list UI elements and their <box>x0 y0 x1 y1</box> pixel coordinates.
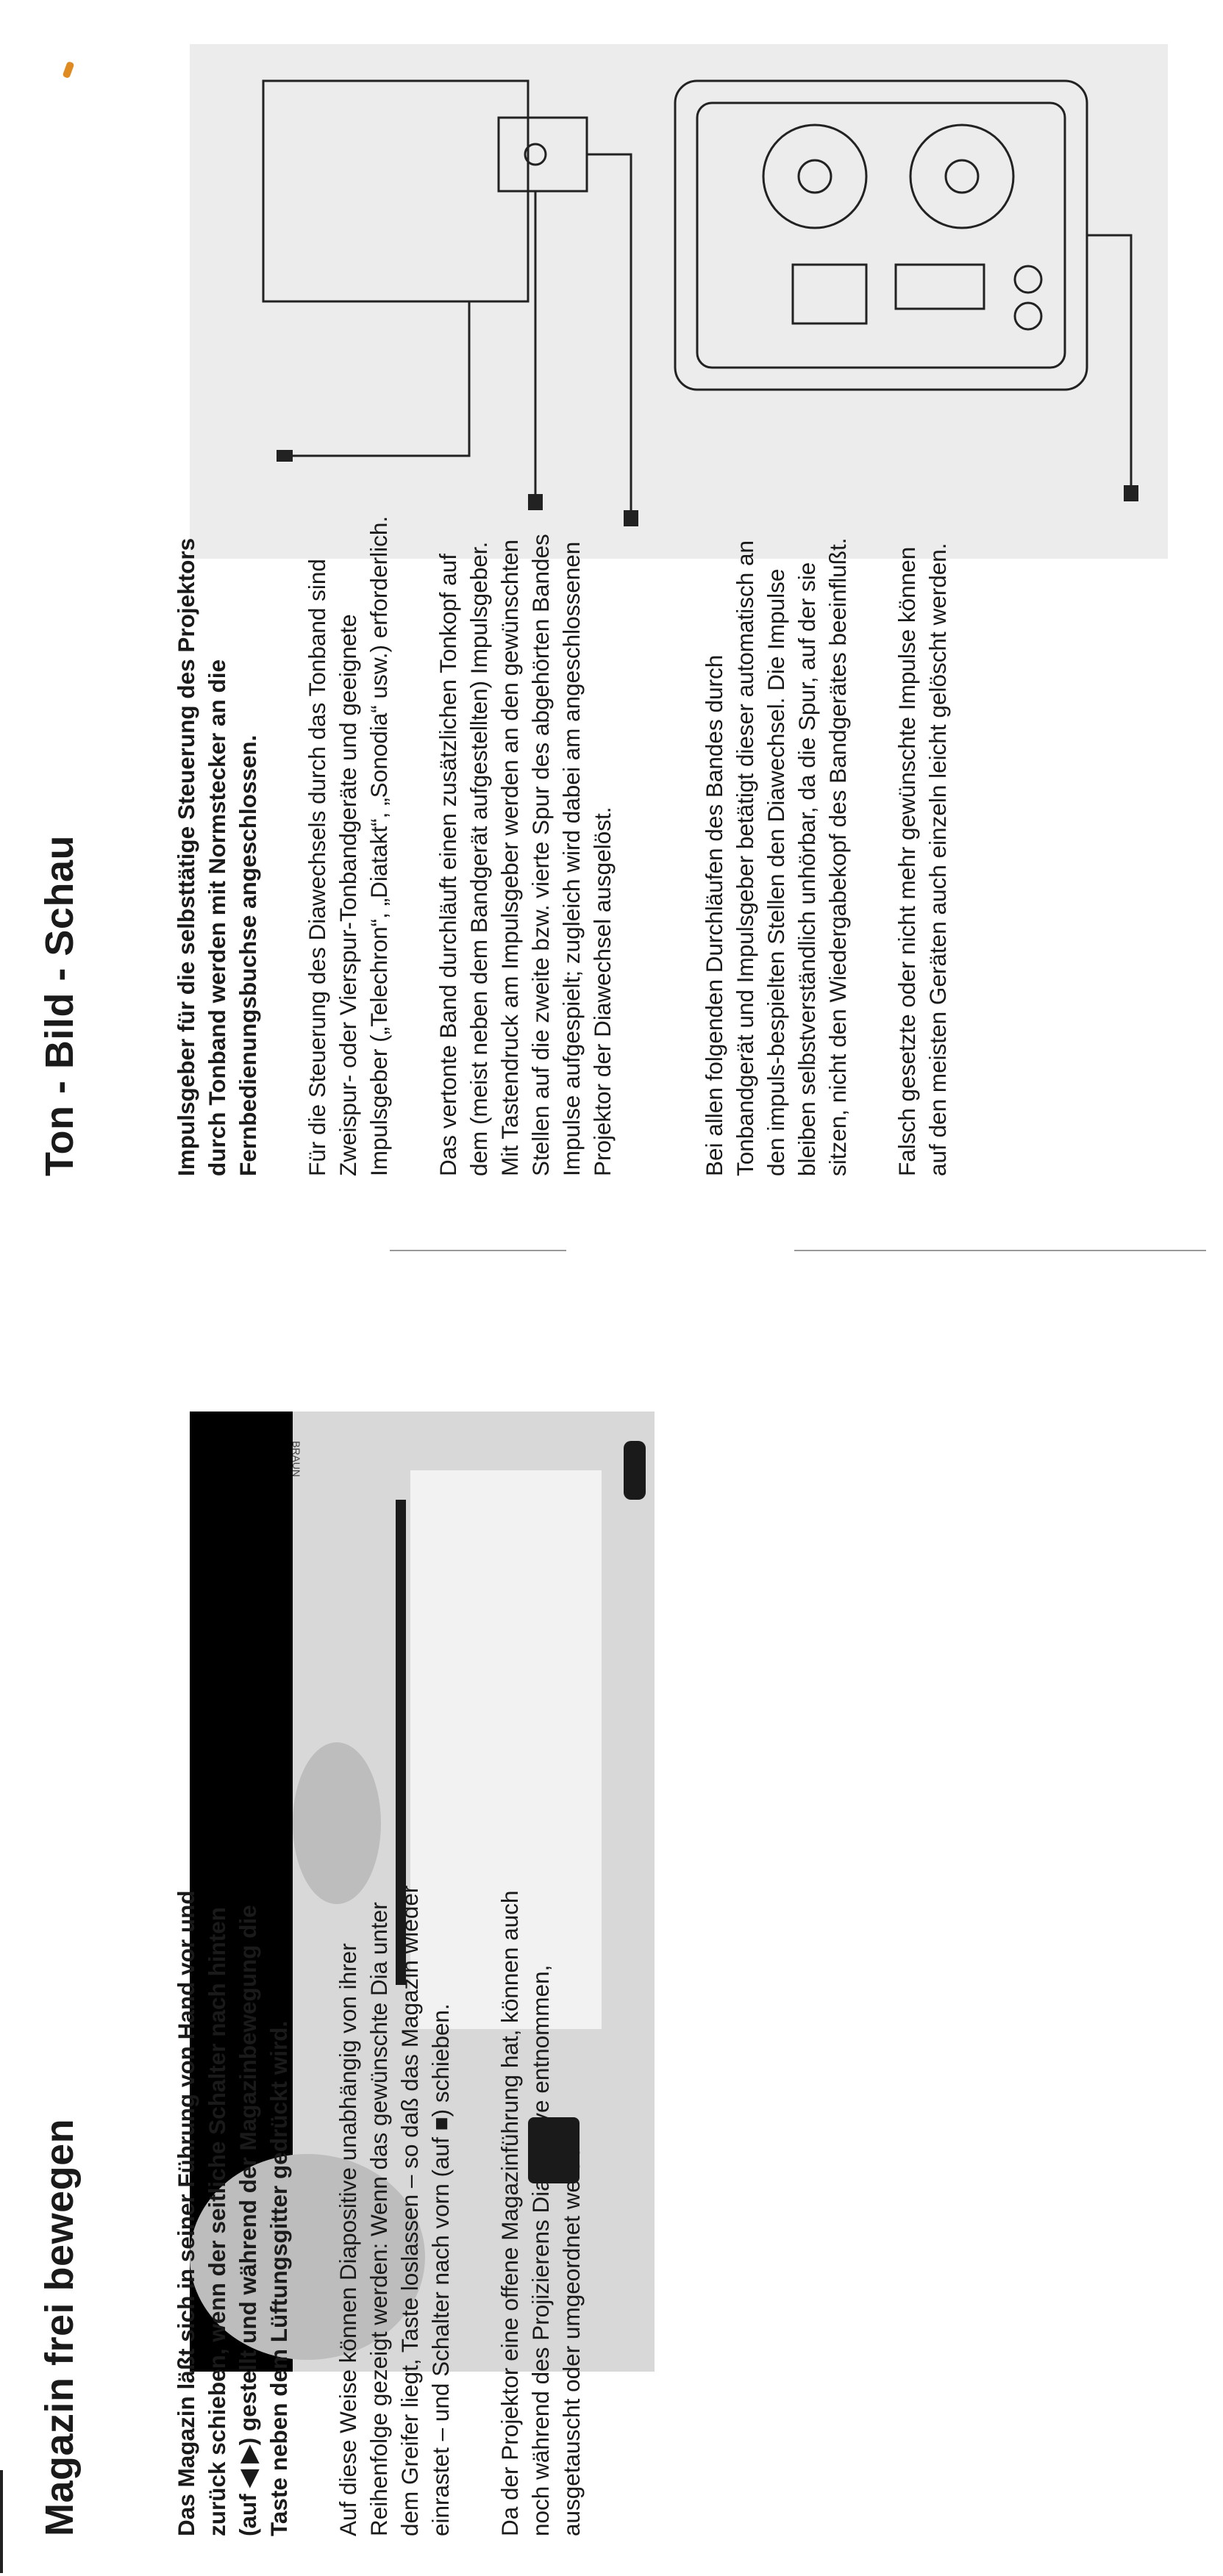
body-paragraph: Das vertonte Band durchläuft einen zusätzlichen Tonkopf auf dem (meist neben dem Bandgerät aufgestellten) Impulsgeber. Mit Tastendruck am Impulsgeber werden an den gewünschten Stellen auf die zweite bzw. vierte Spur des abgehörten Bandes Impulse aufgespielt; zugleich wird dabei am angeschlossenen Projektor der Diawechsel ausgelöst. <box>435 534 616 1176</box>
body-paragraph: Falsch gesetzte oder nicht mehr gewünschte Impulse können auf den meisten Geräten auch einzeln leicht gelöscht werden. <box>894 543 951 1176</box>
page-title: Magazin frei bewegen <box>38 2118 82 2536</box>
body-paragraph: Das Magazin läßt sich in seiner Führung von Hand vor und zurück schieben, wenn der seitliche Schalter nach hinten (auf ◀ ▶) gestellt und während der Magazinbewegung die Taste neben dem Lüftungsgitter gedrückt wird. <box>173 1890 292 2536</box>
fold-line <box>794 1250 1206 1251</box>
left-page <box>37 1434 625 2536</box>
body-paragraph: Für die Steuerung des Diawechsels durch das Tonband sind Zweispur- oder Vierspur-Tonbandgeräte und geeignete Impulsgeber („Telechron“, „Diatakt“, „Sonodia“ usw.) erforderlich. <box>304 515 392 1176</box>
knob-icon <box>1015 266 1041 293</box>
body-paragraph: Impulsgeber für die selbsttätige Steuerung des Projektors durch Tonband werden mit Normstecker an die Fernbedienungsbuchse angeschlossen. <box>173 537 261 1176</box>
body-paragraph: Bei allen folgenden Durchläufen des Bandes durch Tonbandgerät und Impulsgeber betätigt dieser automatisch an den impuls-bespielten Stellen den Diawechsel. Die Impulse bleiben selbstverständlich unhörbar, da die Spur, auf der sie sitzen, nicht den Wiedergabekopf des Bandgerätes beeinflußt. <box>701 537 851 1176</box>
body-paragraph: Auf diese Weise können Diapositive unabhängig von ihrer Reihenfolge gezeigt werden: Wenn das gewünschte Dia unter dem Greifer liegt, Taste loslassen – so daß das Magazin wieder einrastet – und Schalter nach vorn (auf ■) schieben. <box>335 1885 454 2536</box>
page-edge <box>0 2470 3 2573</box>
knob-icon <box>1015 303 1041 329</box>
fold-line <box>390 1250 566 1251</box>
right-page <box>37 15 991 1176</box>
body-paragraph: Da der Projektor eine offene Magazinführung hat, können auch noch während des Projizierens Diapositive entnommen, ausgetauscht oder umgeordnet werden. <box>496 1890 585 2536</box>
cable <box>1087 235 1131 485</box>
page-title: Ton - Bild - Schau <box>38 835 82 1176</box>
plug-icon <box>1124 485 1138 501</box>
brand-logo: BRAUN <box>290 1441 302 1478</box>
knob-icon <box>624 1441 646 1500</box>
